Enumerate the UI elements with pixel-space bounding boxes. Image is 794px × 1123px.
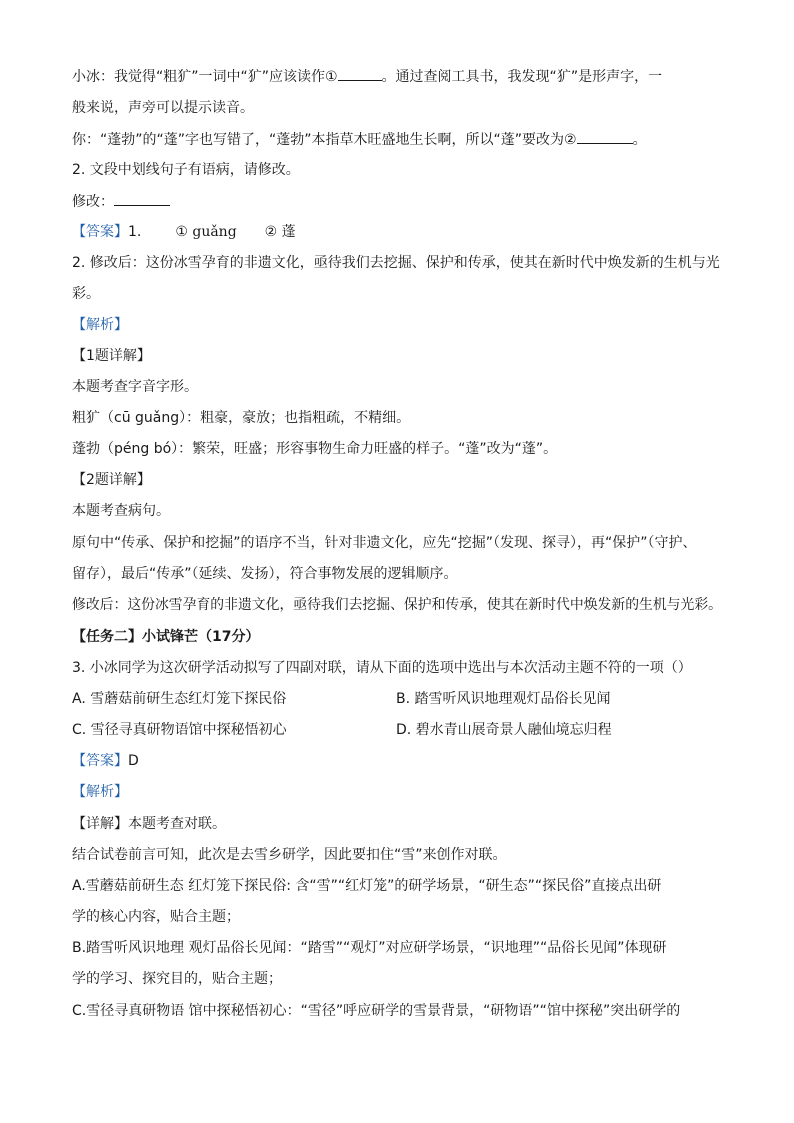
text-line: 2. 修改后：这份冰雪孕育的非遗文化，亟待我们去挖掘、保护和传承，使其在新时代中焕发新的生机与光: [72, 255, 720, 271]
answer-item: ② 蓬: [264, 224, 296, 240]
analysis-heading: 【解析】: [72, 317, 128, 333]
section-heading: 【1题详解】: [72, 348, 151, 364]
answer-blank: [577, 129, 633, 144]
option-b: B. 踏雪听风识地理观灯品俗长见闻: [396, 691, 611, 707]
text-segment: 本题考查对联。: [128, 816, 226, 832]
text-line: 彩。: [72, 286, 100, 302]
text-line: 蓬勃（péng bó）：繁荣，旺盛；形容事物生命力旺盛的样子。“蓬”改为“蓬”。: [72, 441, 558, 457]
text-segment: 。通过查阅工具书，我发现“犷”是形声字，一: [381, 69, 663, 85]
text-line: 学的学习、探究目的，贴合主题；: [72, 971, 282, 987]
text-line: 留存），最后“传承”（延续、发扬），符合事物发展的逻辑顺序。: [72, 566, 458, 582]
text-line: 本题考查字音字形。: [72, 379, 198, 395]
text-line: A.雪蘑菇前研生态 红灯笼下探民俗: 含“雪”“红灯笼”的研学场景，“研生态”“探民俗”直接点出研: [72, 878, 662, 894]
option-c: C. 雪径寻真研物语馆中探秘悟初心: [72, 722, 287, 738]
section-heading: 【2题详解】: [72, 472, 151, 488]
text-line: [72, 129, 647, 150]
text-line: [72, 191, 170, 212]
text-segment: 修改：: [72, 194, 114, 210]
text-line: 结合试卷前言可知，此次是去雪乡研学，因此要扣住“雪”来创作对联。: [72, 847, 507, 863]
answer-item: ① guǎng: [175, 224, 237, 240]
task-heading: 【任务二】小试锋芒（17分）: [72, 629, 260, 645]
text-line: [72, 66, 662, 87]
text-line: C.雪径寻真研物语 馆中探秘悟初心：“雪径”呼应研学的雪景背景，“研物语”“馆中探秘”突出研学的: [72, 1003, 681, 1019]
text-line: 原句中“传承、保护和挖掘”的语序不当，针对非遗文化，应先“挖掘”（发现、探寻），再“保护”（守护、: [72, 535, 697, 551]
answer-value: D: [128, 753, 139, 769]
text-segment: 小冰：我觉得“粗犷”一词中“犷”应该读作①: [72, 69, 338, 85]
text-segment: 。: [632, 132, 647, 148]
question-line: 2. 文段中划线句子有语病，请修改。: [72, 162, 300, 178]
answer-blank: [114, 191, 170, 206]
question-line: 3. 小冰同学为这次研学活动拟写了四副对联，请从下面的选项中选出与本次活动主题不符的一项（）: [72, 660, 692, 676]
text-line: 粗犷（cū guǎng）：粗豪，豪放；也指粗疏，不精细。: [72, 410, 411, 426]
text-segment: 你：“蓬勃”的“蓬”字也写错了，“蓬勃”本指草木旺盛地生长啊，所以“蓬”要改为②: [72, 132, 577, 148]
text-line: 学的核心内容，贴合主题；: [72, 909, 240, 925]
answer-blank: [338, 66, 382, 81]
analysis-heading: 【解析】: [72, 784, 128, 800]
answer-line: [72, 751, 139, 771]
text-line: 般来说，声旁可以提示读音。: [72, 100, 254, 116]
text-line: 修改后：这份冰雪孕育的非遗文化，亟待我们去挖掘、保护和传承，使其在新时代中焕发新的生机与光彩。: [72, 597, 722, 613]
text-line: 本题考查病句。: [72, 503, 170, 519]
option-d: D. 碧水青山展奇景人融仙境忘归程: [396, 722, 612, 738]
detail-tag: 【详解】: [72, 816, 128, 832]
text-line: B.踏雪听风识地理 观灯品俗长见闻：“踏雪”“观灯”对应研学场景，“识地理”“品俗长见闻”体现研: [72, 940, 667, 956]
answer-tag: 【答案】: [72, 224, 128, 240]
answer-line: [72, 222, 296, 242]
answer-number: 1.: [128, 224, 142, 240]
option-a: A. 雪蘑菇前研生态红灯笼下探民俗: [72, 691, 287, 707]
text-line: [72, 814, 226, 834]
answer-tag: 【答案】: [72, 753, 128, 769]
